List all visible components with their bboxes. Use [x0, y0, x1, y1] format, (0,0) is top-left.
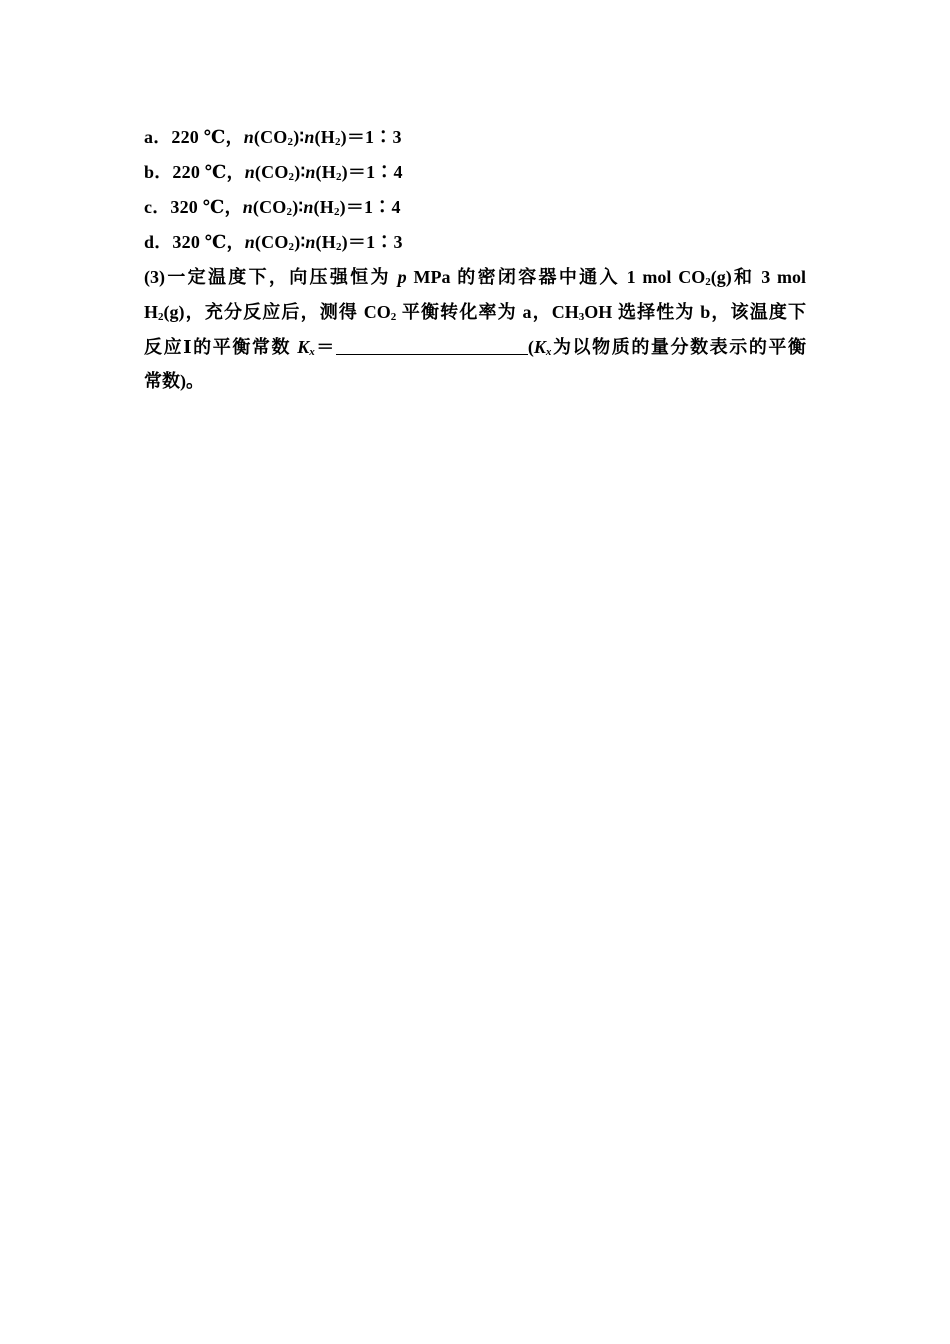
option-letter: d: [144, 232, 155, 252]
ratio-colon: ∶: [299, 127, 305, 147]
subscript: 2: [335, 241, 342, 253]
ratio-colon: ∶: [298, 197, 304, 217]
k-symbol: K: [533, 337, 546, 357]
equals-sign: ＝: [314, 337, 336, 357]
subscript: 2: [286, 206, 293, 218]
question-text: 反应Ⅰ的平衡常数: [144, 337, 298, 357]
subscript: 3: [578, 311, 585, 323]
ratio-colon: ∶: [373, 197, 392, 217]
paren-close: ): [292, 197, 299, 217]
co-formula: (CO: [254, 162, 289, 182]
question-text: MPa 的密闭容器中通入 1 mol CO: [406, 267, 706, 287]
h-formula: (H: [313, 197, 334, 217]
question-text: 为以物质的量分数表示的平衡: [551, 337, 806, 357]
celsius-unit: ℃，: [199, 127, 244, 147]
answer-blank[interactable]: [336, 338, 528, 355]
question-text: H: [144, 302, 159, 322]
question-line-4: [144, 370, 204, 394]
paren-close: ): [294, 162, 301, 182]
paren-close: ): [293, 127, 300, 147]
equals-sign: ＝: [347, 162, 367, 182]
subscript: 2: [334, 136, 341, 148]
n-symbol: n: [243, 127, 254, 147]
ratio-right: 3: [393, 232, 403, 252]
h-formula: (H: [314, 127, 335, 147]
option-temperature: 320: [172, 232, 201, 252]
question-line-1: [144, 266, 806, 290]
subscript-x: x: [545, 346, 552, 358]
paren-close: ): [341, 162, 348, 182]
option-c: [144, 196, 401, 220]
equals-sign: ＝: [346, 127, 366, 147]
paren-close: ): [340, 127, 347, 147]
pressure-symbol: p: [397, 267, 407, 287]
celsius-unit: ℃，: [198, 197, 243, 217]
ratio-left: 1: [366, 232, 376, 252]
ratio-colon: ∶: [300, 162, 306, 182]
separator: ．: [154, 162, 173, 182]
paren-close: ): [341, 232, 348, 252]
equals-sign: ＝: [347, 232, 367, 252]
option-a: [144, 126, 402, 150]
separator: ．: [153, 127, 172, 147]
ratio-right: 3: [392, 127, 402, 147]
option-temperature: 220: [172, 162, 201, 182]
ratio-left: 1: [365, 127, 375, 147]
option-d: [144, 231, 403, 255]
paren-open: (: [527, 337, 534, 357]
celsius-unit: ℃，: [200, 162, 245, 182]
subscript: 2: [705, 276, 711, 288]
co-formula: (CO: [254, 232, 289, 252]
k-symbol: K: [297, 337, 310, 357]
question-text: 一定温度下，向压强恒为: [165, 267, 398, 287]
separator: ．: [152, 197, 171, 217]
ratio-right: 4: [393, 162, 403, 182]
option-temperature: 320: [170, 197, 199, 217]
ratio-left: 1: [364, 197, 374, 217]
question-line-2: [144, 301, 806, 325]
n-symbol: n: [305, 162, 316, 182]
question-number: (3): [144, 267, 165, 287]
equals-sign: ＝: [345, 197, 365, 217]
subscript: 2: [335, 171, 342, 183]
option-temperature: 220: [171, 127, 200, 147]
option-letter: a: [144, 127, 154, 147]
subscript: 2: [288, 241, 295, 253]
ratio-left: 1: [366, 162, 376, 182]
subscript-x: x: [309, 346, 315, 358]
paren-close: ): [339, 197, 346, 217]
n-symbol: n: [305, 232, 316, 252]
n-symbol: n: [244, 162, 255, 182]
n-symbol: n: [303, 197, 314, 217]
question-text: 平衡转化率为 a，CH: [396, 302, 579, 322]
n-symbol: n: [244, 232, 255, 252]
ratio-colon: ∶: [374, 127, 393, 147]
subscript: 2: [333, 206, 340, 218]
option-letter: b: [144, 162, 155, 182]
question-text: OH 选择性为 b，该温度下: [584, 302, 807, 322]
question-text: (g)和 3 mol: [710, 267, 807, 287]
co-formula: (CO: [252, 197, 287, 217]
ratio-colon: ∶: [300, 232, 306, 252]
ratio-colon: ∶: [375, 162, 394, 182]
subscript: 2: [287, 136, 294, 148]
h-formula: (H: [315, 162, 336, 182]
subscript: 2: [158, 311, 164, 323]
option-letter: c: [144, 197, 153, 217]
n-symbol: n: [242, 197, 253, 217]
h-formula: (H: [315, 232, 336, 252]
ratio-right: 4: [391, 197, 401, 217]
question-text: 常数)。: [144, 371, 204, 391]
question-line-3: [144, 336, 806, 360]
ratio-colon: ∶: [375, 232, 394, 252]
celsius-unit: ℃，: [200, 232, 245, 252]
paren-close: ): [294, 232, 301, 252]
question-text: (g)，充分反应后，测得 CO: [163, 302, 391, 322]
n-symbol: n: [304, 127, 315, 147]
subscript: 2: [288, 171, 295, 183]
separator: ．: [154, 232, 173, 252]
option-b: [144, 161, 403, 185]
subscript: 2: [390, 311, 397, 323]
co-formula: (CO: [253, 127, 288, 147]
